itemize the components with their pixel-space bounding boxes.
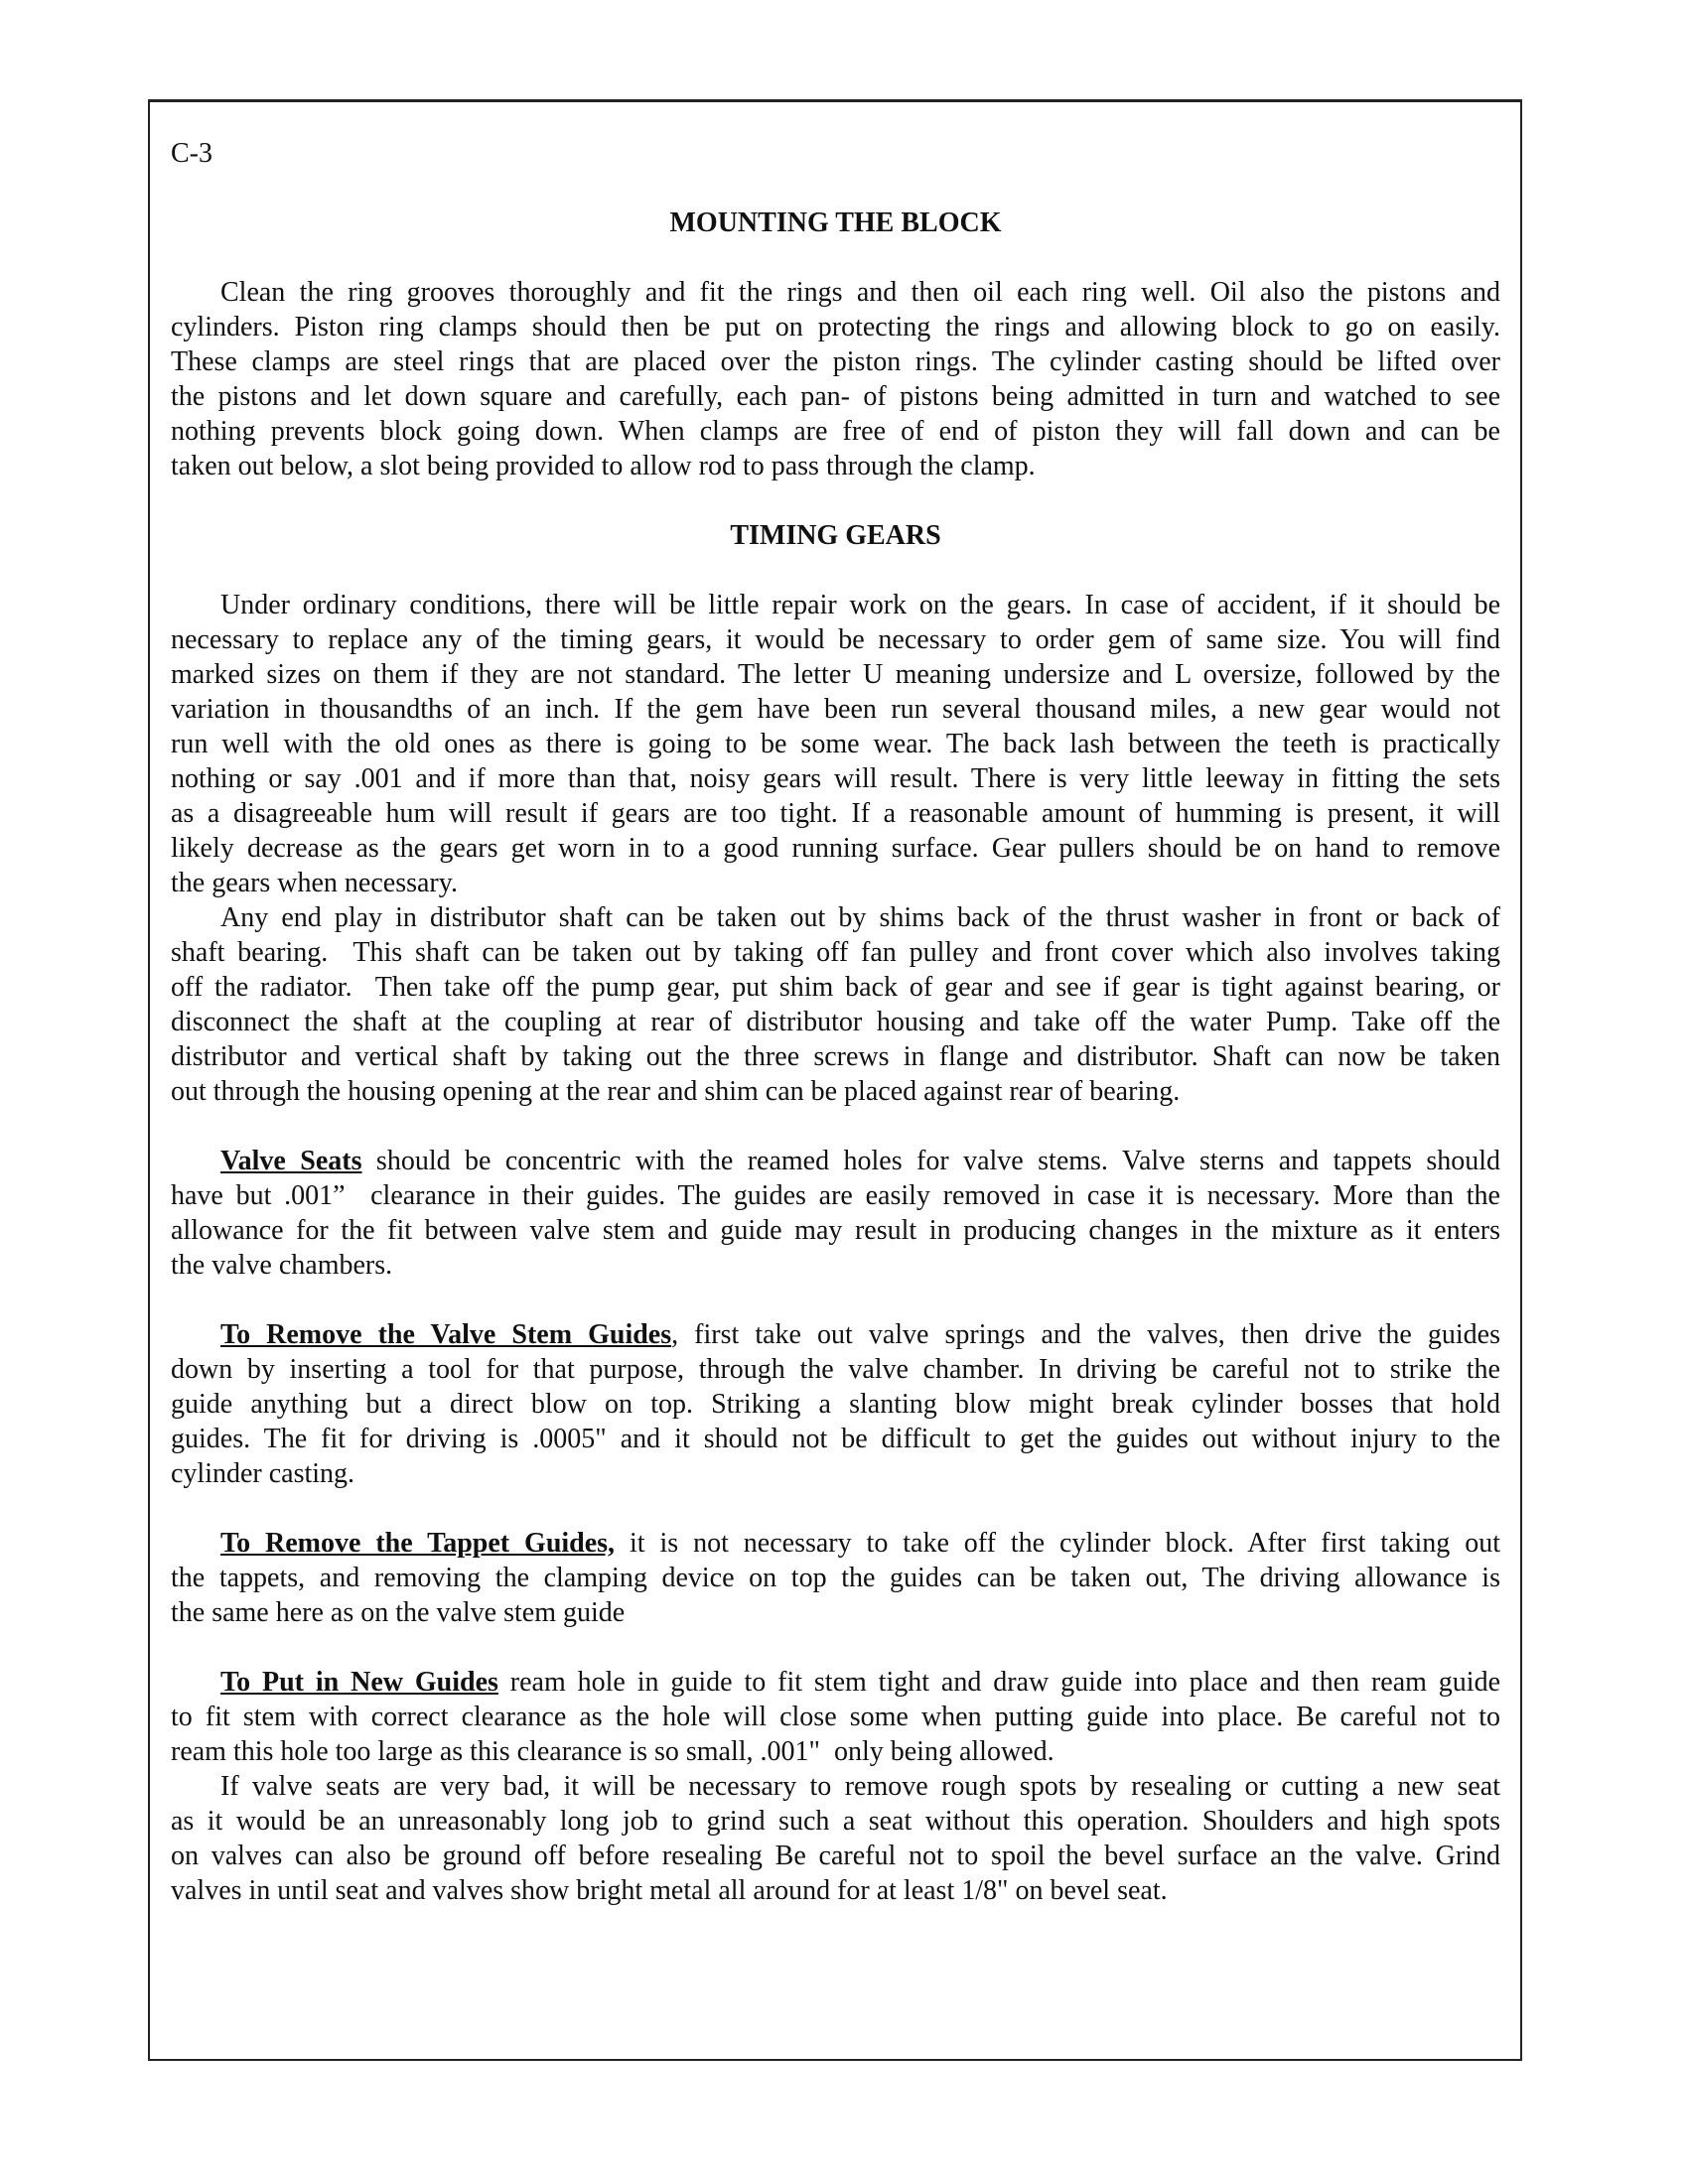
line-text: to fit stem with correct clearance as the hole will close some when putting guide into place. Be careful not to [171, 1702, 1500, 1732]
paragraph-line [220, 588, 1500, 622]
paragraph-line [220, 1144, 1500, 1178]
paragraph-line [171, 1595, 1500, 1630]
line-text: valves in until seat and valves show bright metal all around for at least 1/8" on bevel seat. [171, 1875, 1168, 1906]
line-text: distributor and vertical shaft by taking out the three screws in flange and distributor. Shaft can now be taken [171, 1041, 1500, 1072]
paragraph-lead-heading: To Remove the Tappet Guides, [220, 1528, 616, 1559]
paragraph-line [220, 1526, 1500, 1561]
paragraph-line [171, 692, 1500, 727]
paragraph-line [171, 344, 1500, 379]
heading-mounting-the-block: MOUNTING THE BLOCK [669, 207, 1002, 238]
paragraph-line [171, 1561, 1500, 1595]
line-text: have but .001” clearance in their guides. The guides are easily removed in case it is necessary. More than the [171, 1180, 1500, 1211]
paragraph-line [171, 1074, 1500, 1109]
paragraph-line [171, 1248, 1500, 1283]
line-text: ream hole in guide to fit stem tight and draw guide into place and then ream guide [497, 1667, 1501, 1698]
paragraph-line [220, 900, 1500, 935]
paragraph-line [171, 866, 1500, 900]
paragraph-line [171, 1005, 1500, 1039]
line-text: guides. The fit for driving is .0005" and it should not be difficult to get the guides out without injury to the [171, 1424, 1500, 1454]
line-text: cylinders. Piston ring clamps should then be put on protecting the rings and allowing block to go on easily. [171, 312, 1500, 342]
paragraph-line [220, 1317, 1500, 1352]
line-text: guide anything but a direct blow on top. Striking a slanting blow might break cylinder bosses that hold [171, 1389, 1500, 1420]
paragraph-line [171, 1734, 1500, 1769]
paragraph-line [171, 1422, 1500, 1456]
line-text: ream this hole too large as this clearance is so small, .001" only being allowed. [171, 1736, 1055, 1767]
line-text: the pistons and let down square and carefully, each pan- of pistons being admitted in turn and watched to see [171, 381, 1500, 412]
line-text: the valve chambers. [171, 1250, 393, 1281]
paragraph-line [171, 1387, 1500, 1422]
line-text: down by inserting a tool for that purpose, through the valve chamber. In driving be careful not to strike the [171, 1354, 1500, 1385]
paragraph-line [171, 1839, 1500, 1873]
line-text: Any end play in distributor shaft can be taken out by shims back of the thrust washer in front or back of [220, 902, 1500, 933]
line-text: taken out below, a slot being provided to allow rod to pass through the clamp. [171, 451, 1036, 481]
heading-timing-gears: TIMING GEARS [730, 520, 941, 551]
line-text: cylinder casting. [171, 1458, 355, 1489]
paragraph-line [171, 1039, 1500, 1074]
paragraph-line [171, 1178, 1500, 1213]
line-text: Clean the ring grooves thoroughly and fit the rings and then oil each ring well. Oil also the pistons and [220, 277, 1500, 308]
paragraph-line [171, 310, 1500, 344]
line-text: These clamps are steel rings that are placed over the piston rings. The cylinder casting should be lifted over [171, 346, 1500, 377]
line-text: as a disagreeable hum will result if gears are too tight. If a reasonable amount of humming is present, it will [171, 798, 1500, 829]
line-text: likely decrease as the gears get worn in to a good running surface. Gear pullers should be on hand to remove [171, 833, 1500, 864]
paragraph-lead-heading: Valve Seats [220, 1146, 362, 1176]
line-text: allowance for the fit between valve stem and guide may result in producing changes in the mixture as it enters [171, 1215, 1500, 1246]
paragraph-line [171, 414, 1500, 449]
line-text: nothing prevents block going down. When clamps are free of end of piston they will fall down and can be [171, 416, 1500, 447]
line-text: as it would be an unreasonably long job to grind such a seat without this operation. Shoulders and high spots [171, 1806, 1500, 1837]
line-text: run well with the old ones as there is going to be some wear. The back lash between the teeth is practically [171, 729, 1500, 759]
line-text: the same here as on the valve stem guide [171, 1597, 626, 1628]
paragraph-line [171, 1352, 1500, 1387]
line-text: the gears when necessary. [171, 868, 458, 898]
paragraph-line [171, 379, 1500, 414]
paragraph-line [220, 1769, 1500, 1804]
paragraph-line [171, 622, 1500, 657]
line-text: should be concentric with the reamed holes for valve stems. Valve sterns and tappets should [361, 1146, 1500, 1176]
line-text: it is not necessary to take off the cylinder block. After first taking out [615, 1528, 1500, 1559]
paragraph-line [220, 1665, 1500, 1700]
page-number: C-3 [171, 138, 212, 169]
line-text: off the radiator. Then take off the pump gear, put shim back of gear and see if gear is tight against bearing, or [171, 972, 1500, 1003]
paragraph-line [171, 1700, 1500, 1734]
paragraph-lead-heading: To Remove the Valve Stem Guides [220, 1319, 672, 1350]
paragraph-line [171, 727, 1500, 761]
paragraph-line [171, 449, 1500, 483]
line-text: shaft bearing. This shaft can be taken out by taking off fan pulley and front cover which also involves taking [171, 937, 1500, 968]
paragraph-line [171, 831, 1500, 866]
line-text: variation in thousandths of an inch. If the gem have been run several thousand miles, a new gear would not [171, 694, 1500, 725]
line-text: If valve seats are very bad, it will be necessary to remove rough spots by resealing or cutting a new seat [220, 1771, 1500, 1802]
line-text: the tappets, and removing the clamping device on top the guides can be taken out, The driving allowance is [171, 1563, 1500, 1593]
line-text: marked sizes on them if they are not standard. The letter U meaning undersize and L oversize, followed by the [171, 659, 1500, 690]
paragraph-line [171, 1456, 1500, 1491]
paragraph-lead-heading: To Put in New Guides [220, 1667, 498, 1698]
paragraph-line [220, 275, 1500, 310]
paragraph-line [171, 796, 1500, 831]
paragraph-line [171, 970, 1500, 1005]
paragraph-line [171, 935, 1500, 970]
paragraph-line [171, 1873, 1500, 1908]
paragraph-line [171, 1804, 1500, 1839]
line-text: nothing or say .001 and if more than that, noisy gears will result. There is very little leeway in fitting the sets [171, 763, 1500, 794]
line-text: Under ordinary conditions, there will be little repair work on the gears. In case of accident, if it should be [220, 590, 1500, 620]
line-text: disconnect the shaft at the coupling at rear of distributor housing and take off the water Pump. Take off the [171, 1007, 1500, 1037]
line-text: necessary to replace any of the timing gears, it would be necessary to order gem of same size. You will find [171, 624, 1500, 655]
line-text: on valves can also be ground off before resealing Be careful not to spoil the bevel surface an the valve. Grind [171, 1841, 1500, 1871]
paragraph-line [171, 761, 1500, 796]
line-text: out through the housing opening at the rear and shim can be placed against rear of bearing. [171, 1076, 1181, 1107]
paragraph-line [171, 1213, 1500, 1248]
line-text: , first take out valve springs and the valves, then drive the guides [671, 1319, 1501, 1350]
paragraph-line [171, 657, 1500, 692]
